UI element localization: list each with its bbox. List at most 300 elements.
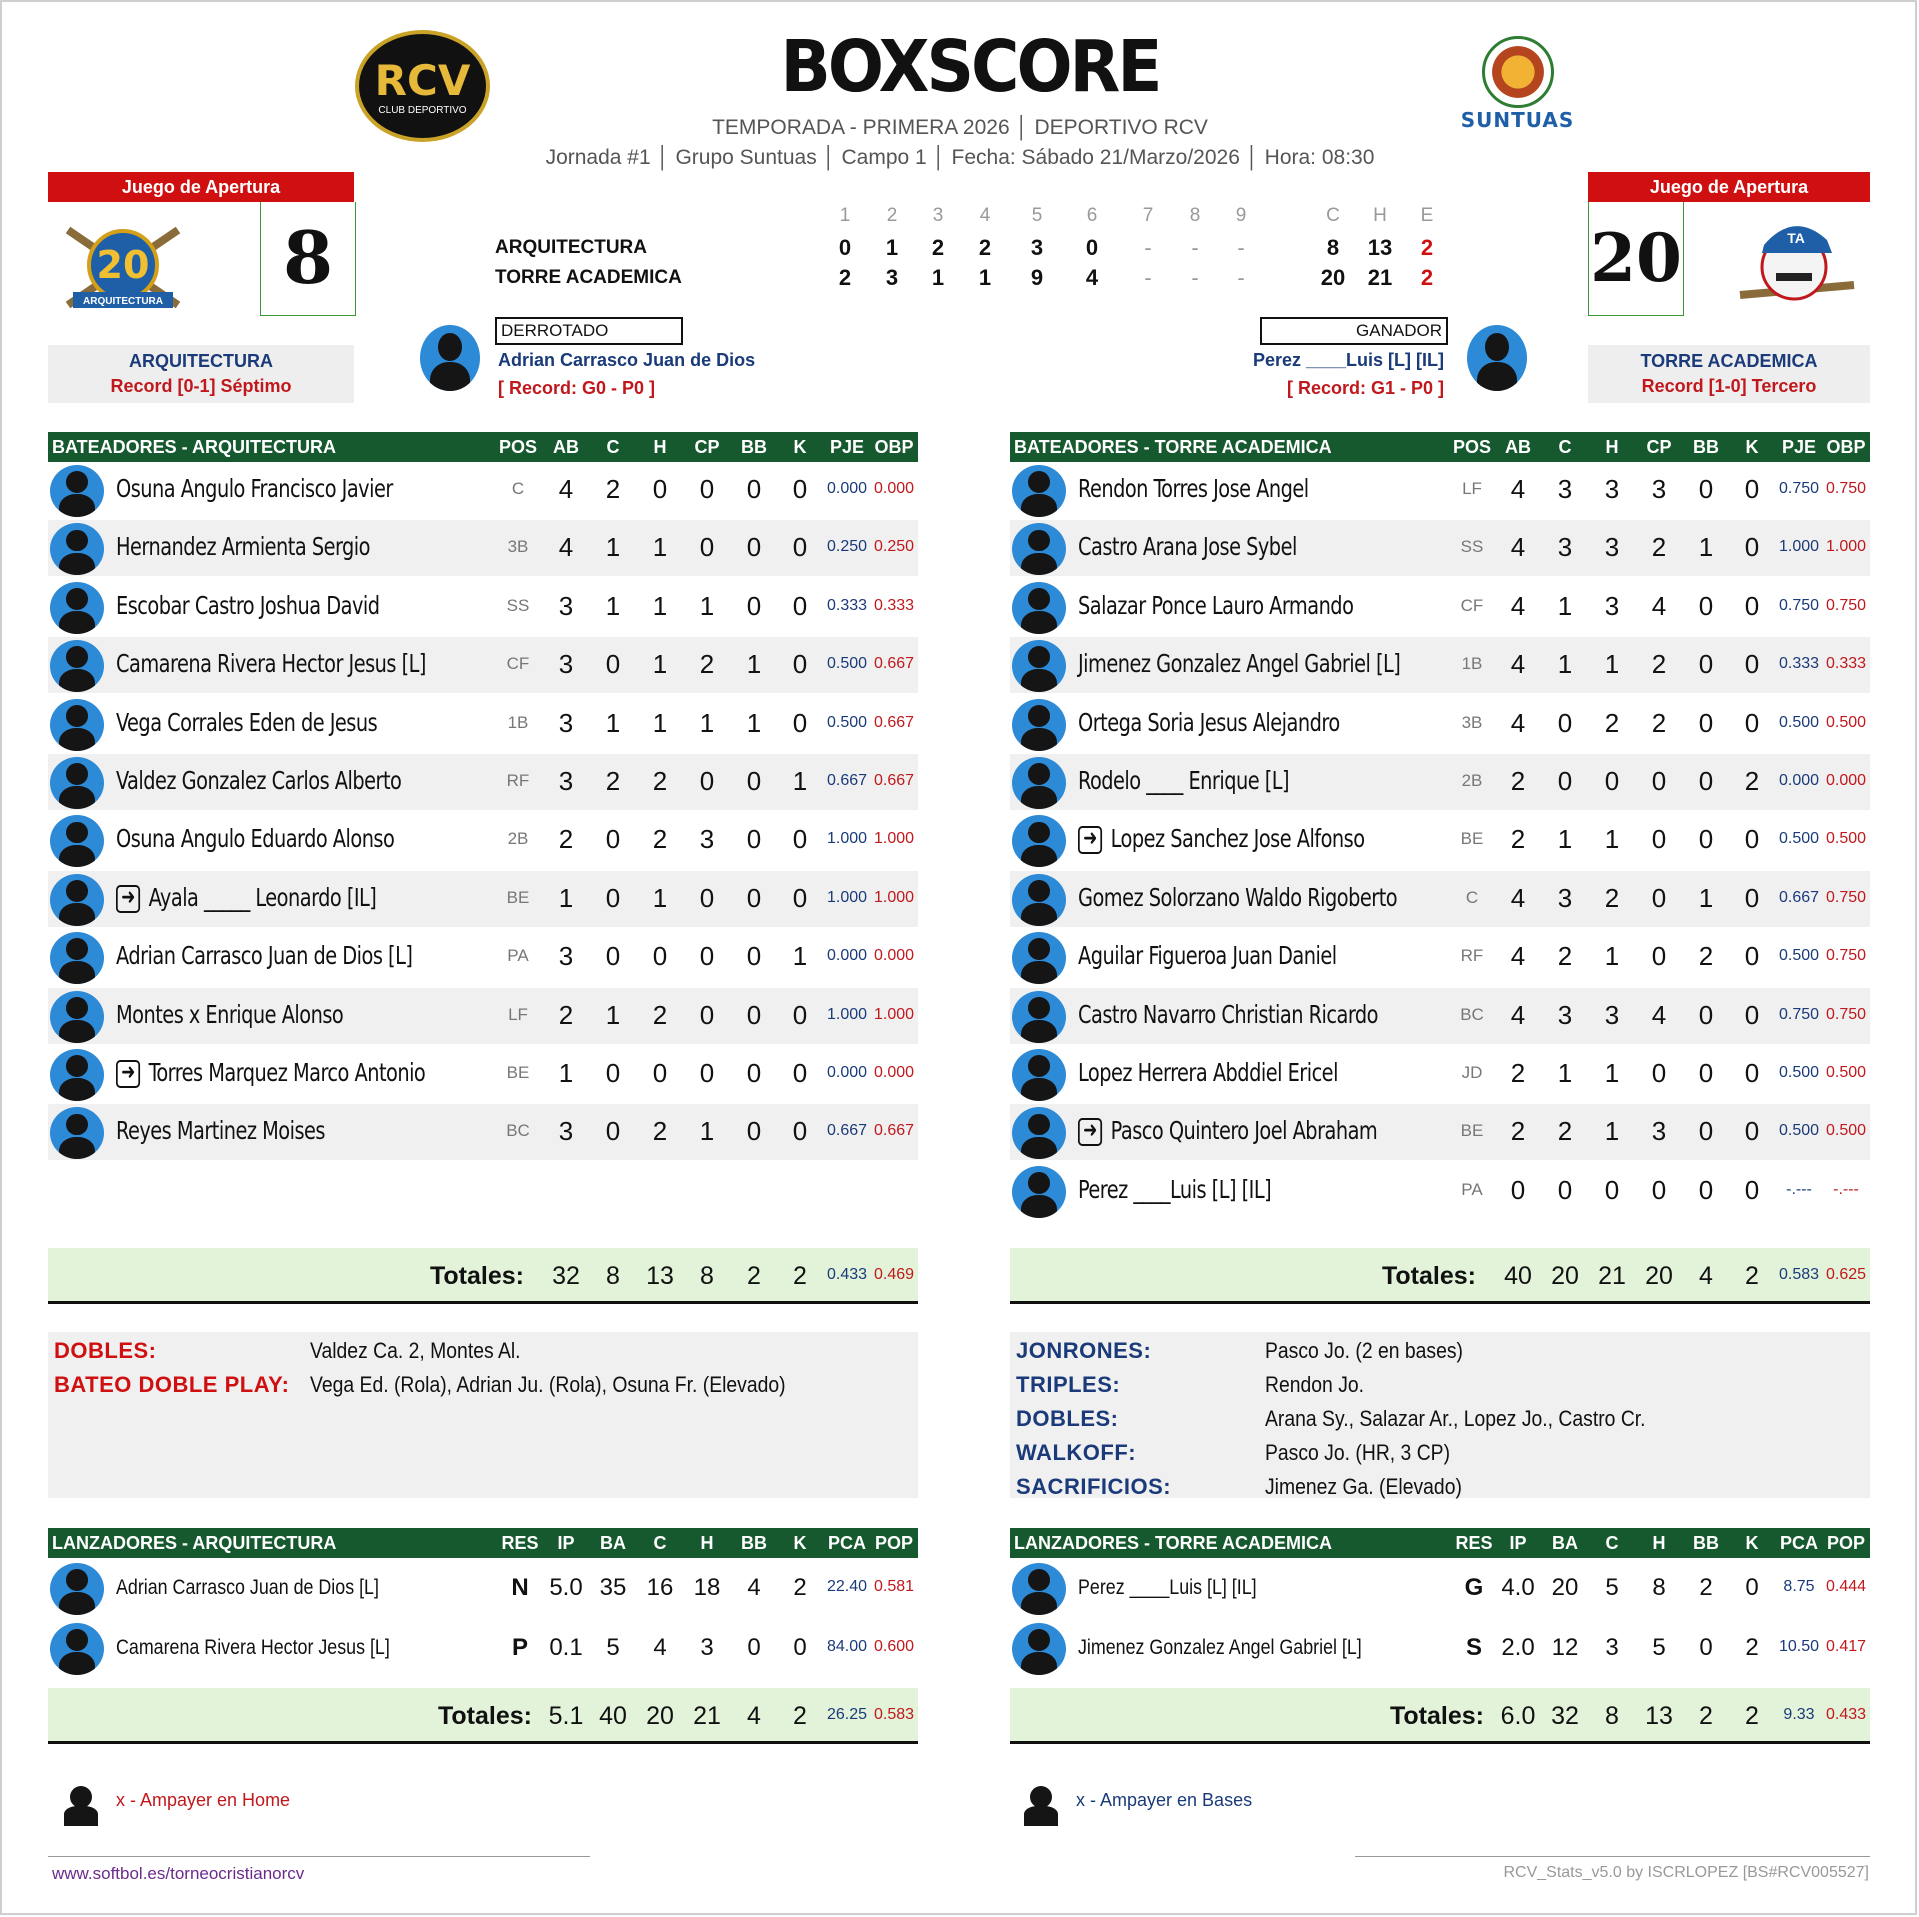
stat-c: 0 [605, 824, 621, 855]
stat-ab: 3 [558, 590, 574, 621]
total-pca: 9.33 [1783, 1706, 1815, 1723]
player-name-text: Escobar Castro Joshua David [116, 590, 380, 620]
player-position: 1B [1461, 654, 1483, 674]
stat-obp: 1.000 [1825, 538, 1867, 556]
total-bb: 2 [747, 1262, 761, 1290]
stat-obp: 0.000 [873, 1064, 915, 1081]
stat-ab: 4 [1510, 999, 1526, 1030]
player-avatar [1012, 757, 1066, 809]
stat-c: 1 [605, 590, 621, 621]
umpire-icon [58, 1784, 102, 1828]
stat-cp: 3 [1651, 474, 1667, 504]
pitching-title: LANZADORES - TORRE ACADEMICA [1014, 1533, 1332, 1553]
total-bb: 4 [1699, 1262, 1713, 1290]
batting-row [48, 988, 918, 1044]
stat-ab: 3 [558, 707, 574, 738]
stat-pje: 0.500 [826, 713, 868, 731]
stat-h: 2 [652, 766, 668, 796]
total-cp: 20 [1645, 1262, 1673, 1290]
stat-ab: 3 [558, 649, 574, 680]
stat-k: 0 [1744, 649, 1760, 680]
linescore [495, 205, 1445, 295]
total-ip: 6.0 [1500, 1702, 1536, 1730]
batting-col-header: K [793, 437, 807, 457]
stat-obp: -.--- [1833, 1180, 1859, 1198]
footer-divider-left [48, 1856, 590, 1857]
total-k: 2 [793, 1702, 807, 1730]
stat-c: 3 [1557, 474, 1573, 504]
stat-c: 4 [653, 1634, 667, 1661]
batting-header [48, 432, 918, 462]
stat-c: 1 [1557, 824, 1573, 855]
pitcher-avatar [1012, 1623, 1066, 1675]
total-c: 20 [1551, 1262, 1579, 1290]
stat-obp: 0.333 [1825, 655, 1867, 673]
stat-ab: 2 [558, 824, 574, 855]
player-position: BE [506, 1063, 530, 1082]
inning-runs: - [1144, 265, 1152, 290]
note-value: Jimenez Ga. (Elevado) [1265, 1474, 1462, 1499]
player-avatar [50, 874, 104, 926]
pitching-col-header: C [653, 1533, 667, 1553]
stat-pca: 22.40 [826, 1578, 868, 1595]
pitching-col-header: K [1745, 1533, 1759, 1553]
stat-ab: 1 [558, 1058, 574, 1088]
total-k: 2 [1745, 1262, 1759, 1290]
notes-away [48, 1332, 918, 1498]
stat-ab: 2 [558, 999, 574, 1030]
player-name [1078, 708, 1340, 737]
stat-c: 1 [1557, 590, 1573, 621]
linescore-total: 20 [1320, 265, 1346, 290]
note-value: Pasco Jo. (2 en bases) [1265, 1338, 1464, 1363]
player-name-text: Ortega Soria Jesus Alejandro [1078, 707, 1340, 737]
pitching-col-header: PCA [827, 1533, 866, 1553]
stat-cp: 2 [1651, 707, 1667, 738]
stat-c: 16 [646, 1574, 674, 1601]
pitcher-avatar [50, 1563, 104, 1615]
stat-pop: 0.417 [1825, 1638, 1867, 1655]
substitute-arrow-icon: ➜ [116, 1060, 140, 1088]
stat-cp: 0 [1651, 824, 1667, 855]
stat-k: 0 [1744, 824, 1760, 855]
stat-c: 3 [1605, 1634, 1619, 1661]
pitcher-name: Perez ____Luis [L] [IL] [1078, 1576, 1257, 1599]
stat-c: 1 [1557, 1058, 1573, 1088]
batting-row [1010, 1104, 1870, 1160]
stat-pje: 1.000 [826, 1005, 868, 1023]
player-name-text: Perez ____Luis [L] [IL] [1078, 1174, 1272, 1204]
player-name [1078, 941, 1337, 970]
stat-k: 0 [792, 824, 808, 855]
stat-cp: 1 [699, 590, 715, 621]
total-ab: 32 [552, 1262, 580, 1290]
player-position: BE [1460, 829, 1484, 849]
stat-k: 0 [792, 590, 808, 621]
total-ip: 5.1 [548, 1702, 584, 1730]
total-h: 21 [693, 1702, 721, 1730]
player-avatar [50, 1049, 104, 1101]
stat-pje: 0.500 [1778, 1064, 1820, 1081]
batting-col-header: CP [694, 437, 720, 457]
inning-runs: - [1144, 235, 1152, 260]
pitching-header [48, 1528, 918, 1558]
note-key: BATEO DOBLE PLAY: [54, 1372, 290, 1397]
inning-runs: - [1237, 265, 1245, 290]
stat-k: 0 [792, 1058, 808, 1088]
pitcher-result: G [1464, 1574, 1484, 1601]
stat-pje: 0.750 [1778, 480, 1820, 497]
away-score: 8 [260, 202, 356, 316]
total-ba: 32 [1551, 1702, 1579, 1730]
inning-runs: - [1191, 235, 1199, 260]
substitute-arrow-icon: ➜ [1078, 1118, 1102, 1146]
batting-row [48, 520, 918, 576]
batting-col-header: PJE [829, 437, 865, 457]
batting-row [48, 1046, 918, 1102]
stat-ab: 0 [1510, 1174, 1526, 1205]
stat-cp: 2 [699, 649, 715, 680]
winner-name: Perez ____Luis [L] [IL] [1252, 350, 1444, 370]
player-name-text: Osuna Angulo Francisco Javier [116, 474, 393, 503]
stat-bb: 0 [1698, 766, 1714, 796]
player-name [116, 883, 376, 913]
player-name [1078, 591, 1353, 620]
home-game-tag: Juego de Apertura [1588, 172, 1870, 202]
totals-label: Totales: [1390, 1702, 1484, 1730]
stat-k: 0 [792, 532, 808, 563]
stat-pje: 0.750 [1778, 1005, 1820, 1023]
player-name-text: Osuna Angulo Eduardo Alonso [116, 824, 395, 854]
total-k: 2 [1745, 1702, 1759, 1730]
inning-runs: 1 [978, 265, 992, 290]
stat-obp: 0.500 [1825, 1122, 1867, 1140]
away-game-tag: Juego de Apertura [48, 172, 354, 202]
batting-row [1010, 579, 1870, 635]
stat-obp: 0.500 [1825, 830, 1867, 848]
stat-bb: 0 [746, 941, 762, 972]
inning-number: 4 [979, 205, 991, 226]
batting-row [1010, 871, 1870, 927]
totals-label: Totales: [1382, 1262, 1476, 1290]
total-h: 13 [1645, 1702, 1673, 1730]
inning-runs: 1 [885, 235, 899, 260]
player-name-text: Rendon Torres Jose Angel [1078, 474, 1309, 503]
player-position: BC [1460, 1004, 1484, 1024]
batting-col-header: C [606, 437, 620, 457]
player-position: LF [1462, 479, 1482, 498]
batting-col-header: PJE [1781, 437, 1817, 457]
home-team-logo [1732, 205, 1862, 315]
stat-pje: 0.500 [1778, 1122, 1820, 1140]
inning-number: 9 [1235, 205, 1247, 226]
loser-name: Adrian Carrasco Juan de Dios [498, 350, 756, 370]
stat-h: 1 [1604, 649, 1620, 680]
player-name [1078, 1116, 1377, 1146]
note-key: DOBLES: [54, 1338, 157, 1363]
player-avatar [1012, 991, 1066, 1043]
batting-col-header: CP [1646, 437, 1672, 457]
player-avatar [50, 640, 104, 692]
stat-k: 1 [792, 766, 808, 796]
totals-header: C [1326, 205, 1340, 226]
stat-bb: 1 [1698, 882, 1714, 913]
linescore-team: ARQUITECTURA [495, 237, 647, 258]
player-name [116, 532, 370, 561]
stat-c: 0 [1557, 766, 1573, 796]
away-team-record: Record [0-1] Séptimo [110, 376, 292, 396]
stat-bb: 2 [1699, 1574, 1713, 1601]
totals-header: H [1373, 205, 1387, 226]
stat-ip: 2.0 [1501, 1634, 1535, 1661]
player-avatar [1012, 1049, 1066, 1101]
batting-col-header: POS [498, 437, 537, 457]
stat-h: 1 [652, 882, 668, 913]
pitcher-name: Adrian Carrasco Juan de Dios [L] [116, 1576, 379, 1599]
stat-pje: 0.500 [1778, 947, 1820, 965]
stat-pje: 1.000 [1778, 538, 1820, 556]
pitching-row [48, 1560, 918, 1618]
stat-k: 0 [792, 707, 808, 738]
stat-pop: 0.581 [873, 1578, 915, 1595]
stat-obp: 0.750 [1825, 480, 1867, 497]
batting-col-header: BB [741, 437, 767, 457]
player-name [1078, 766, 1289, 795]
inning-number: 8 [1189, 205, 1201, 226]
pitching-col-header: H [1652, 1533, 1666, 1553]
stat-pca: 10.50 [1778, 1638, 1820, 1655]
stat-ba: 12 [1551, 1634, 1579, 1661]
stat-cp: 3 [1651, 1116, 1667, 1147]
stat-ab: 4 [1510, 707, 1526, 738]
stat-cp: 0 [699, 532, 715, 563]
stat-c: 2 [1557, 1116, 1573, 1147]
stat-bb: 0 [746, 532, 762, 563]
page-title: BOXSCORE [780, 24, 1160, 109]
stat-k: 0 [792, 999, 808, 1030]
player-avatar [50, 699, 104, 751]
stat-obp: 0.667 [873, 713, 915, 731]
player-name [116, 1000, 343, 1029]
stat-obp: 0.250 [873, 538, 915, 556]
linescore-total: 2 [1420, 235, 1434, 260]
total-c: 8 [606, 1262, 620, 1290]
player-name [1078, 1175, 1271, 1204]
player-name-text: Camarena Rivera Hector Jesus [L] [116, 649, 426, 679]
stat-bb: 0 [746, 882, 762, 913]
stat-bb: 0 [1698, 474, 1714, 504]
stat-ab: 4 [1510, 532, 1526, 563]
substitute-arrow-icon: ➜ [1078, 826, 1102, 854]
stat-k: 0 [793, 1634, 807, 1661]
player-position: CF [506, 654, 530, 674]
stat-h: 2 [1604, 707, 1620, 738]
player-avatar [50, 757, 104, 809]
stat-ab: 3 [558, 941, 574, 972]
stat-bb: 0 [746, 590, 762, 621]
notes-home [1010, 1332, 1870, 1498]
credit-text: RCV_Stats_v5.0 by ISCRLOPEZ [BS#RCV005527] [1503, 1864, 1869, 1881]
batting-col-header: H [653, 437, 667, 457]
batting-header [1010, 432, 1870, 462]
stat-ba: 35 [599, 1574, 627, 1601]
stat-ab: 4 [558, 474, 574, 504]
footer-divider-right [1355, 1856, 1870, 1857]
total-obp: 0.469 [873, 1266, 915, 1283]
inning-runs: 1 [931, 265, 945, 290]
note-key: WALKOFF: [1016, 1440, 1137, 1465]
player-avatar [1012, 640, 1066, 692]
inning-runs: 3 [1030, 235, 1044, 260]
stat-k: 0 [1744, 590, 1760, 621]
player-name [1078, 1058, 1338, 1087]
player-name-text: Rodelo ____ Enrique [L] [1078, 766, 1290, 795]
batting-row [1010, 754, 1870, 810]
pitching-col-header: RES [1455, 1533, 1493, 1553]
stat-ba: 5 [606, 1634, 620, 1661]
player-name [116, 708, 377, 737]
stat-k: 0 [1744, 882, 1760, 913]
player-name [116, 1116, 325, 1145]
pitching-totals [1010, 1688, 1870, 1744]
stat-cp: 0 [1651, 941, 1667, 972]
stat-cp: 3 [699, 824, 715, 855]
linescore-total: 2 [1420, 265, 1434, 290]
stat-ab: 3 [558, 1116, 574, 1147]
stat-h: 1 [652, 707, 668, 738]
player-name-text: Pasco Quintero Joel Abraham [1110, 1116, 1378, 1146]
player-name [116, 1058, 425, 1088]
note-value: Vega Ed. (Rola), Adrian Ju. (Rola), Osuna Fr. (Elevado) [310, 1372, 786, 1397]
player-name-text: Vega Corrales Eden de Jesus [116, 707, 378, 737]
stat-c: 2 [605, 474, 621, 504]
stat-h: 3 [700, 1634, 714, 1661]
player-name [1078, 649, 1400, 678]
stat-h: 1 [652, 649, 668, 680]
player-name [116, 941, 412, 970]
stat-h: 3 [1604, 474, 1620, 504]
pitcher-name: Camarena Rivera Hector Jesus [L] [116, 1636, 390, 1659]
stat-k: 0 [792, 882, 808, 913]
stat-ab: 4 [1510, 649, 1526, 680]
batting-row [48, 696, 918, 752]
umpire-home-label: x - Ampayer en Home [116, 1790, 291, 1810]
batting-row [1010, 696, 1870, 752]
batting-row [1010, 520, 1870, 576]
pitching-title: LANZADORES - ARQUITECTURA [52, 1533, 337, 1553]
stat-bb: 0 [1698, 707, 1714, 738]
stat-pje: -.--- [1786, 1180, 1812, 1198]
stat-pje: 0.000 [826, 1064, 868, 1081]
player-name-text: Aguilar Figueroa Juan Daniel [1078, 941, 1337, 971]
winner-avatar [1467, 325, 1527, 391]
stat-bb: 1 [1698, 532, 1714, 563]
player-position: C [511, 479, 525, 498]
total-obp: 0.625 [1825, 1266, 1867, 1283]
home-score: 20 [1588, 202, 1684, 316]
player-avatar [50, 465, 104, 517]
pitcher-avatar [50, 1623, 104, 1675]
stat-cp: 0 [699, 941, 715, 972]
stat-bb: 0 [746, 1058, 762, 1088]
stat-ab: 2 [1510, 1116, 1526, 1147]
batting-row [48, 754, 918, 810]
totals-header: E [1420, 205, 1434, 226]
batting-totals [1010, 1248, 1870, 1304]
stat-c: 0 [605, 1116, 621, 1147]
game-info-line: Jornada #1 │ Grupo Suntuas │ Campo 1 │ Fecha: Sábado 21/Marzo/2026 │ Hora: 08:30 [545, 146, 1375, 169]
player-position: 3B [1461, 712, 1483, 732]
note-value: Rendon Jo. [1265, 1372, 1365, 1397]
stat-pje: 1.000 [826, 888, 868, 906]
player-avatar [1012, 815, 1066, 867]
home-logo-text: TA [1787, 230, 1805, 246]
stat-pop: 0.600 [873, 1638, 915, 1655]
batting-col-header: H [1605, 437, 1619, 457]
loser-avatar [420, 325, 480, 391]
pitcher-result: S [1465, 1634, 1482, 1661]
player-avatar [50, 991, 104, 1043]
pitching-col-header: BA [1552, 1533, 1578, 1553]
stat-ab: 3 [558, 766, 574, 796]
player-name-text: Torres Marquez Marco Antonio [148, 1058, 426, 1087]
player-name [1078, 883, 1397, 912]
player-name [116, 591, 380, 620]
stat-obp: 0.500 [1825, 1064, 1867, 1081]
inning-runs: 0 [1085, 235, 1099, 260]
stat-bb: 2 [1698, 941, 1714, 972]
stat-h: 2 [652, 824, 668, 855]
batting-col-header: AB [553, 437, 579, 457]
stat-h: 8 [1652, 1574, 1666, 1601]
inning-number: 5 [1031, 205, 1043, 226]
stat-c: 3 [1557, 532, 1573, 563]
batting-col-header: BB [1693, 437, 1719, 457]
stat-c: 5 [1605, 1574, 1619, 1601]
home-team-record: Record [1-0] Tercero [1641, 376, 1817, 396]
stat-cp: 1 [699, 707, 715, 738]
stat-bb: 0 [746, 999, 762, 1030]
player-name-text: Jimenez Gonzalez Angel Gabriel [L] [1078, 649, 1401, 679]
stat-pje: 0.667 [826, 1122, 868, 1140]
total-h: 21 [1598, 1262, 1626, 1290]
stat-bb: 0 [746, 766, 762, 796]
stat-k: 2 [793, 1574, 807, 1601]
total-c: 20 [646, 1702, 674, 1730]
site-link[interactable]: www.softbol.es/torneocristianorcv [52, 1864, 305, 1883]
player-position: BE [1460, 1121, 1484, 1141]
loser-record: [ Record: G0 - P0 ] [498, 378, 656, 398]
player-position: 2B [507, 829, 529, 849]
stat-c: 1 [605, 707, 621, 738]
stat-obp: 0.000 [1825, 772, 1867, 789]
stat-obp: 0.667 [873, 1122, 915, 1140]
home-team-name: TORRE ACADEMICA [1640, 351, 1818, 371]
pitching-row [1010, 1620, 1870, 1678]
inning-runs: 2 [838, 265, 852, 290]
stat-pje: 0.333 [826, 596, 868, 614]
stat-pje: 0.667 [1778, 888, 1820, 906]
away-logo-text: ARQUITECTURA [83, 296, 163, 307]
stat-c: 3 [1557, 882, 1573, 913]
player-name-text: Castro Navarro Christian Ricardo [1078, 999, 1378, 1029]
stat-pje: 0.500 [826, 655, 868, 673]
player-position: JD [1461, 1063, 1483, 1082]
stat-cp: 4 [1651, 590, 1667, 621]
stat-cp: 0 [699, 474, 715, 504]
stat-obp: 1.000 [873, 888, 915, 906]
stat-h: 0 [1604, 1174, 1620, 1205]
